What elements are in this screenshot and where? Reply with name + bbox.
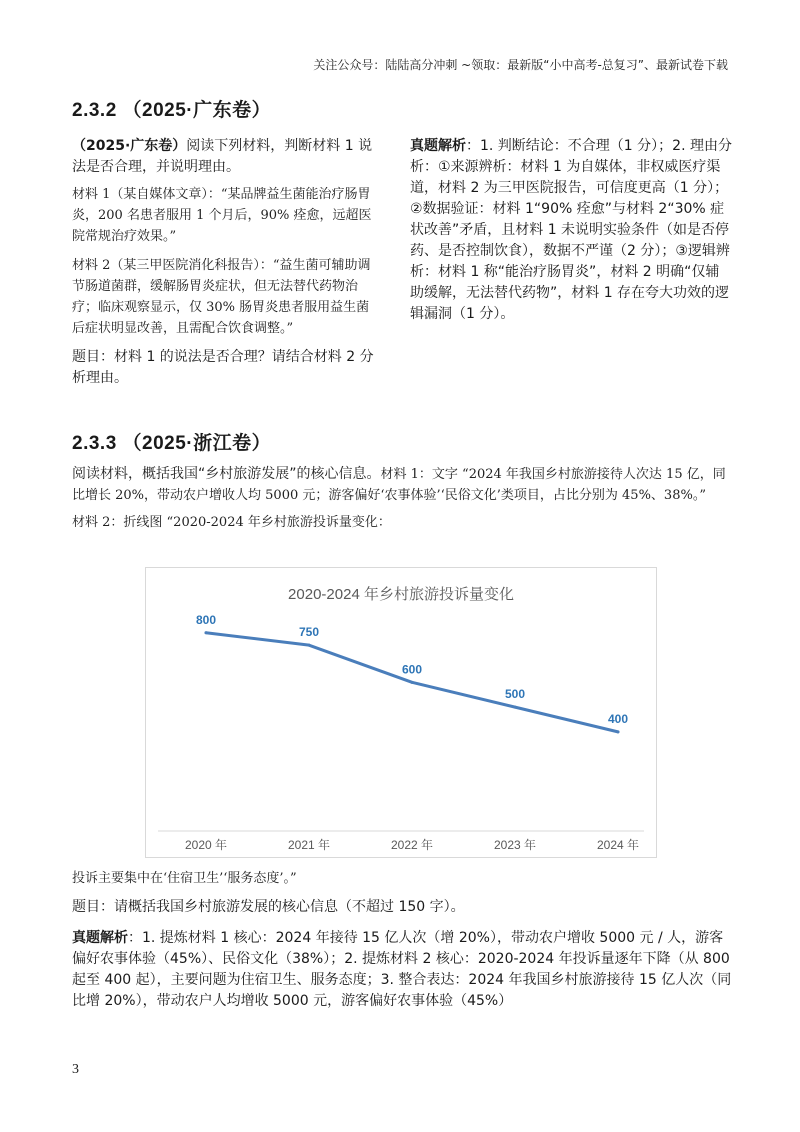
zhejiang-answer [72,928,732,1012]
data-label: 750 [298,625,320,640]
section-title-guangdong: 2.3.2 （2025·广东卷） [72,100,272,121]
header-note: 关注公众号：陆陆高分冲刺 ~领取：最新版“小中高考-总复习”、最新试卷下载 [313,58,728,72]
guangdong-material-1: 材料 1（某自媒体文章）：“某品牌益生菌能治疗肠胃炎，200 名患者服用 1 个月后，90% 痊愈，远超医院常规治疗效果。” [72,187,372,244]
zhejiang-chart-note: 投诉主要集中在‘住宿卫生’‘服务态度’。” [72,871,297,886]
chart-marks [185,613,639,852]
zhejiang-answer-text: ：1. 提炼材料 1 核心：2024 年接待 15 亿人次（增 20%），带动农户增收 5000 元 / 人，游客偏好农事体验（45%）、民俗文化（38%）；2. 提炼材料 2 核心：2020-2024 年投诉量逐年下降（从 800 起至 400 起），主要问题为住宿卫生、服务态度；3. 整合表达：2024 年我国乡村旅游接待 15 亿人次（同比增 20%），带动农户人均增收 5000 元，游客偏好农事体验（45%） [72,930,732,1009]
zhejiang-intro-block [72,464,732,539]
x-tick-label: 2020 年 [184,838,228,852]
chart-title: 2020-2024 年乡村旅游投诉量变化 [288,586,514,603]
zhejiang-intro [72,464,732,506]
zhejiang-material-2: 材料 2：折线图 “2020-2024 年乡村旅游投诉量变化： [72,515,391,530]
guangdong-question: 题目：材料 1 的说法是否合理？请结合材料 2 分析理由。 [72,349,374,386]
zhejiang-intro-sans: 阅读材料，概括我国“乡村旅游发展”的核心信息。 [72,466,381,482]
page-number: 3 [72,1062,79,1077]
guangdong-question-column [72,136,382,395]
section-title-zhejiang: 2.3.3 （2025·浙江卷） [72,433,272,454]
guangdong-intro-source: （2025·广东卷） [72,138,187,154]
data-point [411,681,414,684]
data-label: 800 [195,612,217,627]
data-point [514,706,517,709]
guangdong-material-2: 材料 2（某三甲医院消化科报告）：“益生菌可辅助调节肠道菌群，缓解肠胃炎症状，但无法替代药物治疗；临床观察显示，仅 30% 肠胃炎患者服用益生菌后症状明显改善，且需配合饮食调整。” [72,258,371,336]
guangdong-answer-text: ：1. 判断结论：不合理（1 分）；2. 理由分析：①来源辨析：材料 1 为自媒体，非权威医疗渠道，材料 2 为三甲医院报告，可信度更高（1 分）；②数据验证：材料 1“90% 痊愈”与材料 2“30% 症状改善”矛盾，且材料 1 未说明实验条件（如是否停药、是否控制饮食），数据不严谨（2 分）；③逻辑辨析：材料 1 称“能治疗肠胃炎”，材料 2 明确“仅辅助缓解，无法替代药物”，材料 1 存在夸大功效的逻辑漏洞（1 分）。 [410,138,732,322]
complaints-line-chart [145,567,657,858]
x-tick-label: 2024 年 [596,838,640,852]
data-label: 500 [504,687,526,702]
zhejiang-after-chart [72,868,732,1018]
data-point [308,644,311,647]
data-point [617,730,620,733]
guangdong-answer-column [410,136,732,331]
data-point [205,631,208,634]
guangdong-intro-text: 阅读下列材料，判断材料 1 说法是否合理，并说明理由。 [72,138,373,175]
guangdong-answer [410,136,732,325]
x-tick-label: 2023 年 [493,838,537,852]
zhejiang-material-1: 材料 1：文字 “2024 年我国乡村旅游接待人次达 15 亿，同比增长 20%，带动农户增收人均 5000 元；游客偏好‘农事体验’‘民俗文化’类项目，占比分别为 45%、38%。” [72,467,726,503]
chart-svg [146,568,656,857]
zhejiang-question: 题目：请概括我国乡村旅游发展的核心信息（不超过 150 字）。 [72,899,465,915]
x-tick-label: 2022 年 [390,838,434,852]
zhejiang-answer-label: 真题解析 [72,930,128,946]
guangdong-answer-label: 真题解析 [410,138,466,154]
x-tick-label: 2021 年 [287,838,331,852]
data-label: 600 [401,662,423,677]
data-label: 400 [607,711,629,726]
guangdong-intro [72,136,382,178]
